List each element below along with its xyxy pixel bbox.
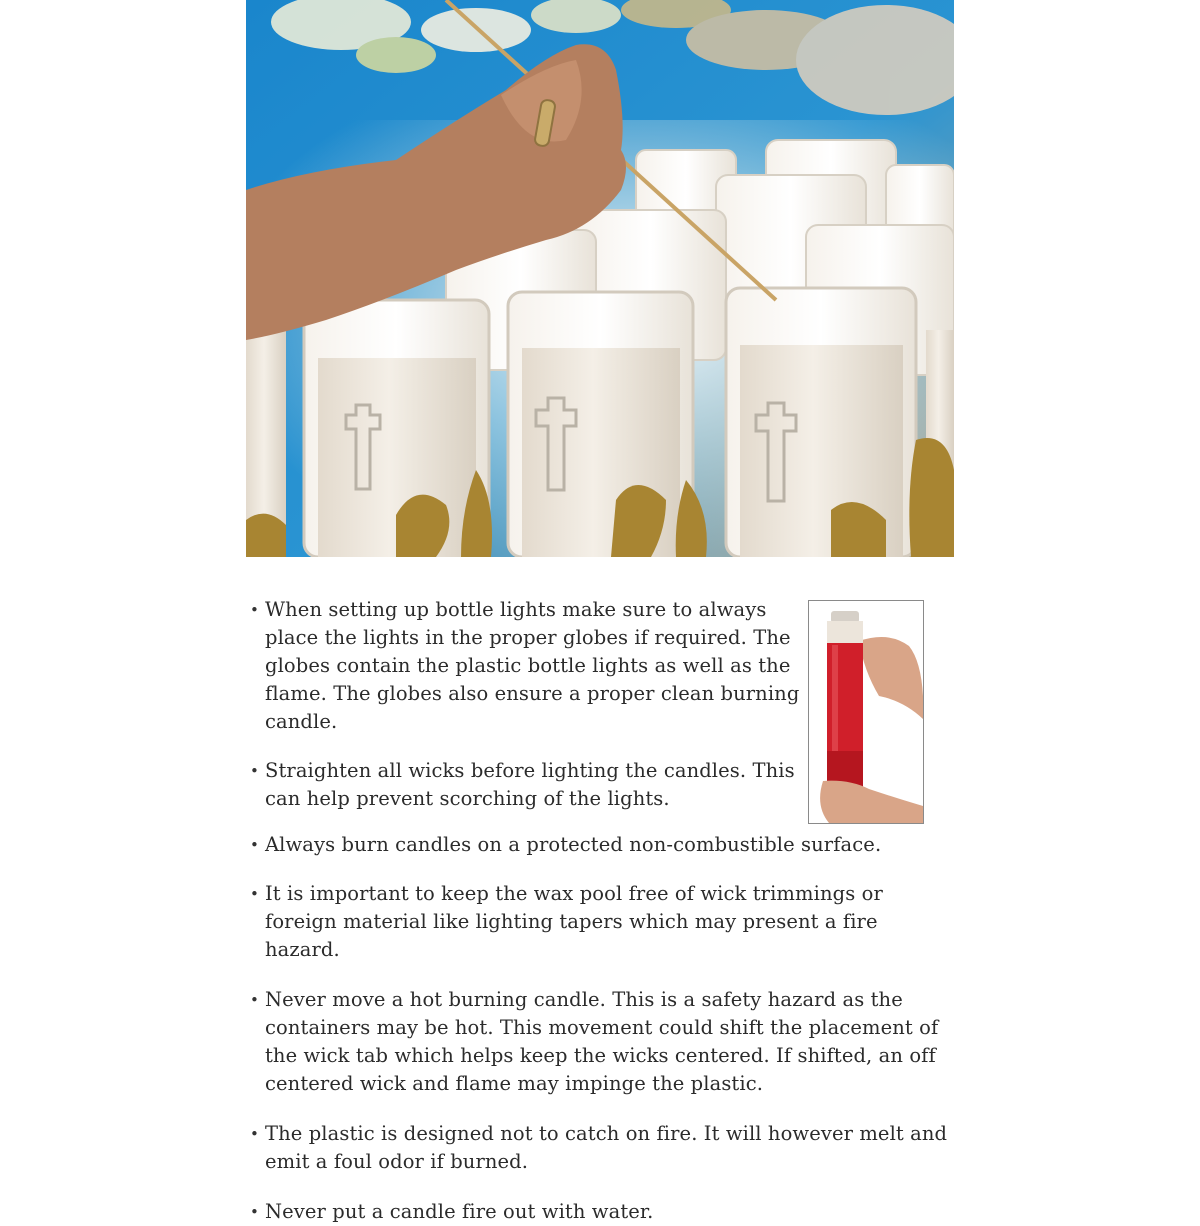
tip-item: • The plastic is designed not to catch on fire. It will however melt and emit a foul odor if burned. xyxy=(248,1120,948,1176)
tip-item: • When setting up bottle lights make sure to always place the lights in the proper globes if required. The globes contain the plastic bottle lights as well as the flame. The globes also ensure a proper clean burning candle. xyxy=(248,596,810,736)
tip-item: • It is important to keep the wax pool free of wick trimmings or foreign material like lighting tapers which may present a fire hazard. xyxy=(248,880,948,964)
tip-item: • Never put a candle fire out with water. xyxy=(248,1198,948,1226)
tip-item: • Never move a hot burning candle. This is a safety hazard as the containers may be hot. This movement could shift the placement of the wick tab which helps keep the wicks centered. If shifted, an off centered wick and flame may impinge the plastic. xyxy=(248,986,948,1098)
tip-item: • Always burn candles on a protected non-combustible surface. xyxy=(248,831,948,859)
candle-lighting-photo xyxy=(246,0,954,557)
tip-item: • Straighten all wicks before lighting the candles. This can help prevent scorching of the lights. xyxy=(248,757,810,813)
candle-safety-tips xyxy=(248,596,948,1226)
front-row-globes xyxy=(246,288,954,557)
